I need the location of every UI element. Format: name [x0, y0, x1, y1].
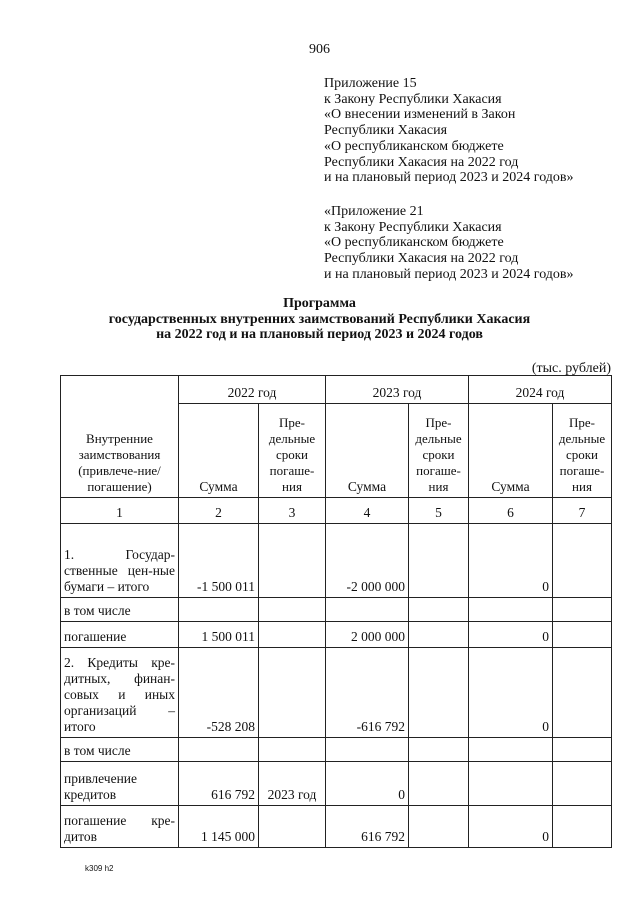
header-row-label: Внутренние заимствования (привлече-ние/погашение) — [61, 376, 179, 498]
cell-deadline-2022 — [259, 738, 326, 762]
cell-sum-2024 — [469, 762, 553, 806]
header-deadline: Пре-дельные сроки погаше-ния — [259, 404, 326, 498]
column-number: 2 — [179, 498, 259, 524]
appendix-line: к Закону Республики Хакасия — [324, 219, 502, 235]
header-year-2022: 2022 год — [179, 376, 326, 404]
cell-sum-2022: 1 145 000 — [179, 806, 259, 848]
cell-sum-2022: -528 208 — [179, 648, 259, 738]
column-number: 6 — [469, 498, 553, 524]
cell-deadline-2024 — [553, 762, 612, 806]
column-number: 7 — [553, 498, 612, 524]
column-number: 1 — [61, 498, 179, 524]
cell-sum-2023: -2 000 000 — [326, 524, 409, 598]
appendix-21-heading — [324, 204, 574, 283]
appendix-line: «О республиканском бюджете — [324, 138, 504, 154]
cell-deadline-2024 — [553, 622, 612, 648]
cell-sum-2024: 0 — [469, 524, 553, 598]
row-label: в том числе — [61, 598, 179, 622]
cell-sum-2024 — [469, 598, 553, 622]
cell-sum-2023 — [326, 598, 409, 622]
appendix-line: Республики Хакасия — [324, 123, 448, 139]
row-label: погашение — [61, 622, 179, 648]
cell-sum-2023: 0 — [326, 762, 409, 806]
cell-deadline-2022 — [259, 622, 326, 648]
cell-sum-2023: -616 792 — [326, 648, 409, 738]
cell-sum-2022 — [179, 598, 259, 622]
appendix-line: Республики Хакасия на 2022 год — [324, 154, 519, 170]
cell-sum-2022: 1 500 011 — [179, 622, 259, 648]
appendix-line: Республики Хакасия на 2022 год — [324, 251, 519, 267]
cell-deadline-2023 — [409, 598, 469, 622]
cell-deadline-2022 — [259, 806, 326, 848]
header-sum: Сумма — [326, 404, 409, 498]
appendix-15-heading — [324, 76, 574, 186]
table-row — [61, 598, 612, 622]
cell-sum-2022: -1 500 011 — [179, 524, 259, 598]
cell-sum-2023: 616 792 — [326, 806, 409, 848]
cell-deadline-2022 — [259, 524, 326, 598]
table-row — [61, 762, 612, 806]
cell-deadline-2023 — [409, 806, 469, 848]
units-note: (тыс. рублей) — [531, 361, 611, 376]
title-line: государственных внутренних заимствований Республики Хакасия — [108, 311, 531, 327]
header-sum: Сумма — [179, 404, 259, 498]
footer-code: k309 h2 — [85, 864, 114, 873]
table-row — [61, 738, 612, 762]
row-label: 2. Кредиты кре-дитных, финан-совых и иных организаций – итого — [61, 648, 179, 738]
document-title — [0, 296, 639, 343]
row-label: привлечение кредитов — [61, 762, 179, 806]
cell-sum-2022: 616 792 — [179, 762, 259, 806]
title-line: на 2022 год и на плановый период 2023 и 2024 годов — [156, 327, 483, 342]
table-row — [61, 648, 612, 738]
cell-sum-2023 — [326, 738, 409, 762]
cell-sum-2024 — [469, 738, 553, 762]
header-year-2024: 2024 год — [469, 376, 612, 404]
page-number: 906 — [309, 42, 330, 57]
table-row — [61, 524, 612, 598]
cell-deadline-2022 — [259, 598, 326, 622]
table-row — [61, 806, 612, 848]
cell-sum-2024: 0 — [469, 648, 553, 738]
cell-sum-2024: 0 — [469, 622, 553, 648]
column-number: 4 — [326, 498, 409, 524]
header-year-2023: 2023 год — [326, 376, 469, 404]
cell-sum-2023: 2 000 000 — [326, 622, 409, 648]
column-number: 5 — [409, 498, 469, 524]
cell-deadline-2024 — [553, 738, 612, 762]
row-label: 1. Государ-ственные цен-ные бумаги – итого — [61, 524, 179, 598]
cell-deadline-2022 — [259, 648, 326, 738]
header-deadline: Пре-дельные сроки погаше-ния — [553, 404, 612, 498]
appendix-line: и на плановый период 2023 и 2024 годов» — [324, 170, 574, 186]
cell-sum-2022 — [179, 738, 259, 762]
cell-deadline-2024 — [553, 524, 612, 598]
row-label: погашение кре-дитов — [61, 806, 179, 848]
appendix-line: «Приложение 21 — [324, 204, 424, 219]
borrowing-program-table — [60, 375, 612, 848]
cell-deadline-2022: 2023 год — [259, 762, 326, 806]
cell-deadline-2023 — [409, 648, 469, 738]
cell-deadline-2024 — [553, 598, 612, 622]
title-line: Программа — [283, 296, 356, 311]
appendix-line: «О республиканском бюджете — [324, 235, 504, 251]
appendix-line: Приложение 15 — [324, 76, 417, 91]
appendix-line: «О внесении изменений в Закон — [324, 107, 516, 123]
cell-sum-2024: 0 — [469, 806, 553, 848]
cell-deadline-2024 — [553, 648, 612, 738]
row-label: в том числе — [61, 738, 179, 762]
table-row — [61, 622, 612, 648]
cell-deadline-2024 — [553, 806, 612, 848]
cell-deadline-2023 — [409, 762, 469, 806]
appendix-line: к Закону Республики Хакасия — [324, 91, 502, 107]
column-number: 3 — [259, 498, 326, 524]
cell-deadline-2023 — [409, 622, 469, 648]
appendix-line: и на плановый период 2023 и 2024 годов» — [324, 266, 574, 282]
header-sum: Сумма — [469, 404, 553, 498]
header-deadline: Пре-дельные сроки погаше-ния — [409, 404, 469, 498]
cell-deadline-2023 — [409, 524, 469, 598]
cell-deadline-2023 — [409, 738, 469, 762]
